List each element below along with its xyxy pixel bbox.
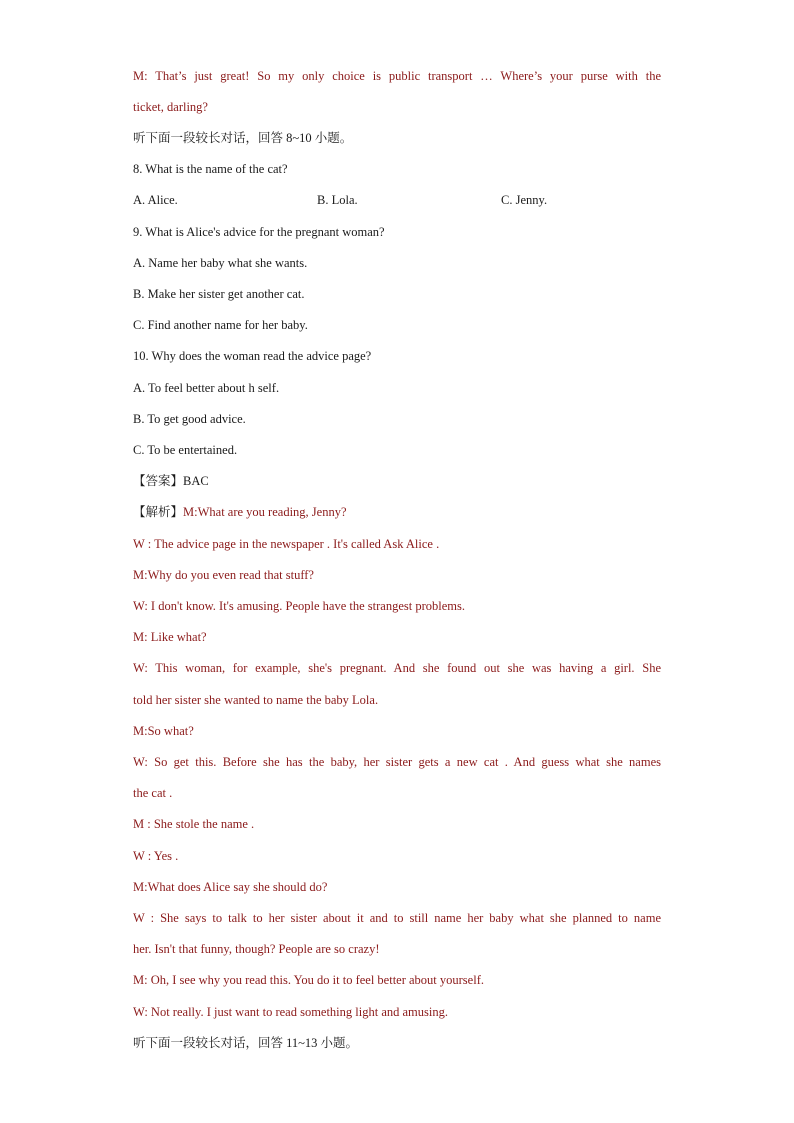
option-b: B. To get good advice.	[133, 412, 246, 426]
transcript-line: W : The advice page in the newspaper . It's called Ask Alice .	[133, 537, 440, 551]
transcript-line: W : She says to talk to her sister about it and to still name her baby what she planned to name	[133, 911, 661, 925]
transcript-line: W: So get this. Before she has the baby, her sister gets a new cat . And guess what she names	[133, 755, 661, 769]
transcript-line: M: That’s just great! So my only choice is public transport … Where’s your purse with the	[133, 69, 661, 83]
analysis-label: 【解析】	[133, 505, 184, 519]
transcript-line: W: This woman, for example, she's pregnant. And she found out she was having a girl. She	[133, 661, 661, 675]
question-stem: 10. Why does the woman read the advice page?	[133, 349, 372, 363]
section-heading: 听下面一段较长对话，回答 8~10 小题。	[133, 131, 353, 145]
answer-label: 【答案】	[133, 474, 184, 488]
option-c: C. To be entertained.	[133, 443, 238, 457]
question-stem: 9. What is Alice's advice for the pregnant woman?	[133, 225, 385, 239]
transcript-line: M : She stole the name .	[133, 817, 255, 831]
transcript-line: M: Like what?	[133, 630, 207, 644]
transcript-line: W: I don't know. It's amusing. People have the strangest problems.	[133, 599, 465, 613]
transcript-line: M:What are you reading, Jenny?	[183, 505, 347, 519]
option-b: B. Lola.	[317, 193, 358, 207]
option-b: B. Make her sister get another cat.	[133, 287, 305, 301]
option-c: C. Jenny.	[501, 193, 548, 207]
section-heading: 听下面一段较长对话，回答 11~13 小题。	[133, 1036, 359, 1050]
transcript-line: W : Yes .	[133, 849, 179, 863]
transcript-line: M:So what?	[133, 724, 194, 738]
transcript-line: W: Not really. I just want to read something light and amusing.	[133, 1005, 448, 1019]
option-a: A. Name her baby what she wants.	[133, 256, 308, 270]
answer-line	[133, 473, 661, 489]
transcript-line: her. Isn't that funny, though? People are so crazy!	[133, 942, 380, 956]
option-c: C. Find another name for her baby.	[133, 318, 308, 332]
transcript-line: ticket, darling?	[133, 100, 208, 114]
question-stem: 8. What is the name of the cat?	[133, 162, 288, 176]
transcript-line: M: Oh, I see why you read this. You do it to feel better about yourself.	[133, 973, 484, 987]
transcript-line: told her sister she wanted to name the baby Lola.	[133, 693, 379, 707]
analysis-line	[133, 504, 661, 520]
transcript-line: the cat .	[133, 786, 173, 800]
option-a: A. Alice.	[133, 193, 178, 207]
transcript-line: M:Why do you even read that stuff?	[133, 568, 314, 582]
option-a: A. To feel better about h self.	[133, 381, 280, 395]
transcript-line: M:What does Alice say she should do?	[133, 880, 328, 894]
answer-value: BAC	[183, 474, 209, 488]
